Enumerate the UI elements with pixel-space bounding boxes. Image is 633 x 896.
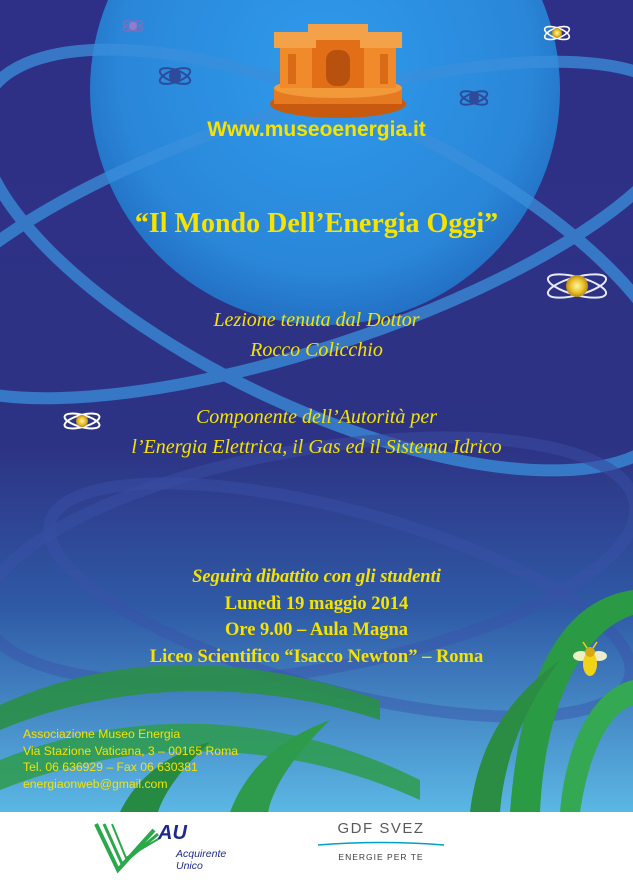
lecture-speaker: Rocco Colicchio [250, 339, 383, 361]
au-sub-line-1: Acquirente [176, 848, 227, 860]
event-details [0, 564, 633, 670]
role-line-1: Componente dell’Autorità per [195, 406, 438, 428]
event-date: Lunedì 19 maggio 2014 [224, 593, 409, 614]
contact-email[interactable]: energiaonweb@gmail.com [23, 777, 168, 792]
gdf-suez-swoosh [318, 841, 444, 847]
event-title: “Il Mondo Dell’Energia Oggi” [134, 208, 499, 239]
au-logo-icon [92, 820, 164, 880]
contact-org: Associazione Museo Energia [23, 727, 181, 741]
event-venue: Liceo Scientifico “Isacco Newton” – Roma [149, 646, 484, 667]
lecture-line-1: Lezione tenuta dal Dottor [213, 309, 420, 331]
contact-block [23, 726, 238, 793]
role-line-2: l’Energia Elettrica, il Gas ed il Sistema Idrico [131, 436, 502, 458]
contact-address: Via Stazione Vaticana, 3 – 00165 Roma [23, 743, 239, 758]
contact-phone: Tel. 06 636929 – Fax 06 630381 [23, 760, 198, 775]
gdf-suez-tagline: ENERGIE PER TE [338, 852, 424, 862]
event-debate: Seguirà dibattito con gli studenti [192, 567, 441, 587]
website-url[interactable]: Www.museoenergia.it [207, 118, 426, 141]
au-logo-text: AU [158, 822, 187, 844]
au-logo-subtitle [176, 848, 226, 872]
museum-building-icon [270, 24, 406, 118]
event-time: Ore 9.00 – Aula Magna [224, 620, 409, 640]
au-sub-line-2: Unico [176, 860, 203, 872]
gdf-suez-logo: GDF SVEZ [337, 820, 425, 837]
